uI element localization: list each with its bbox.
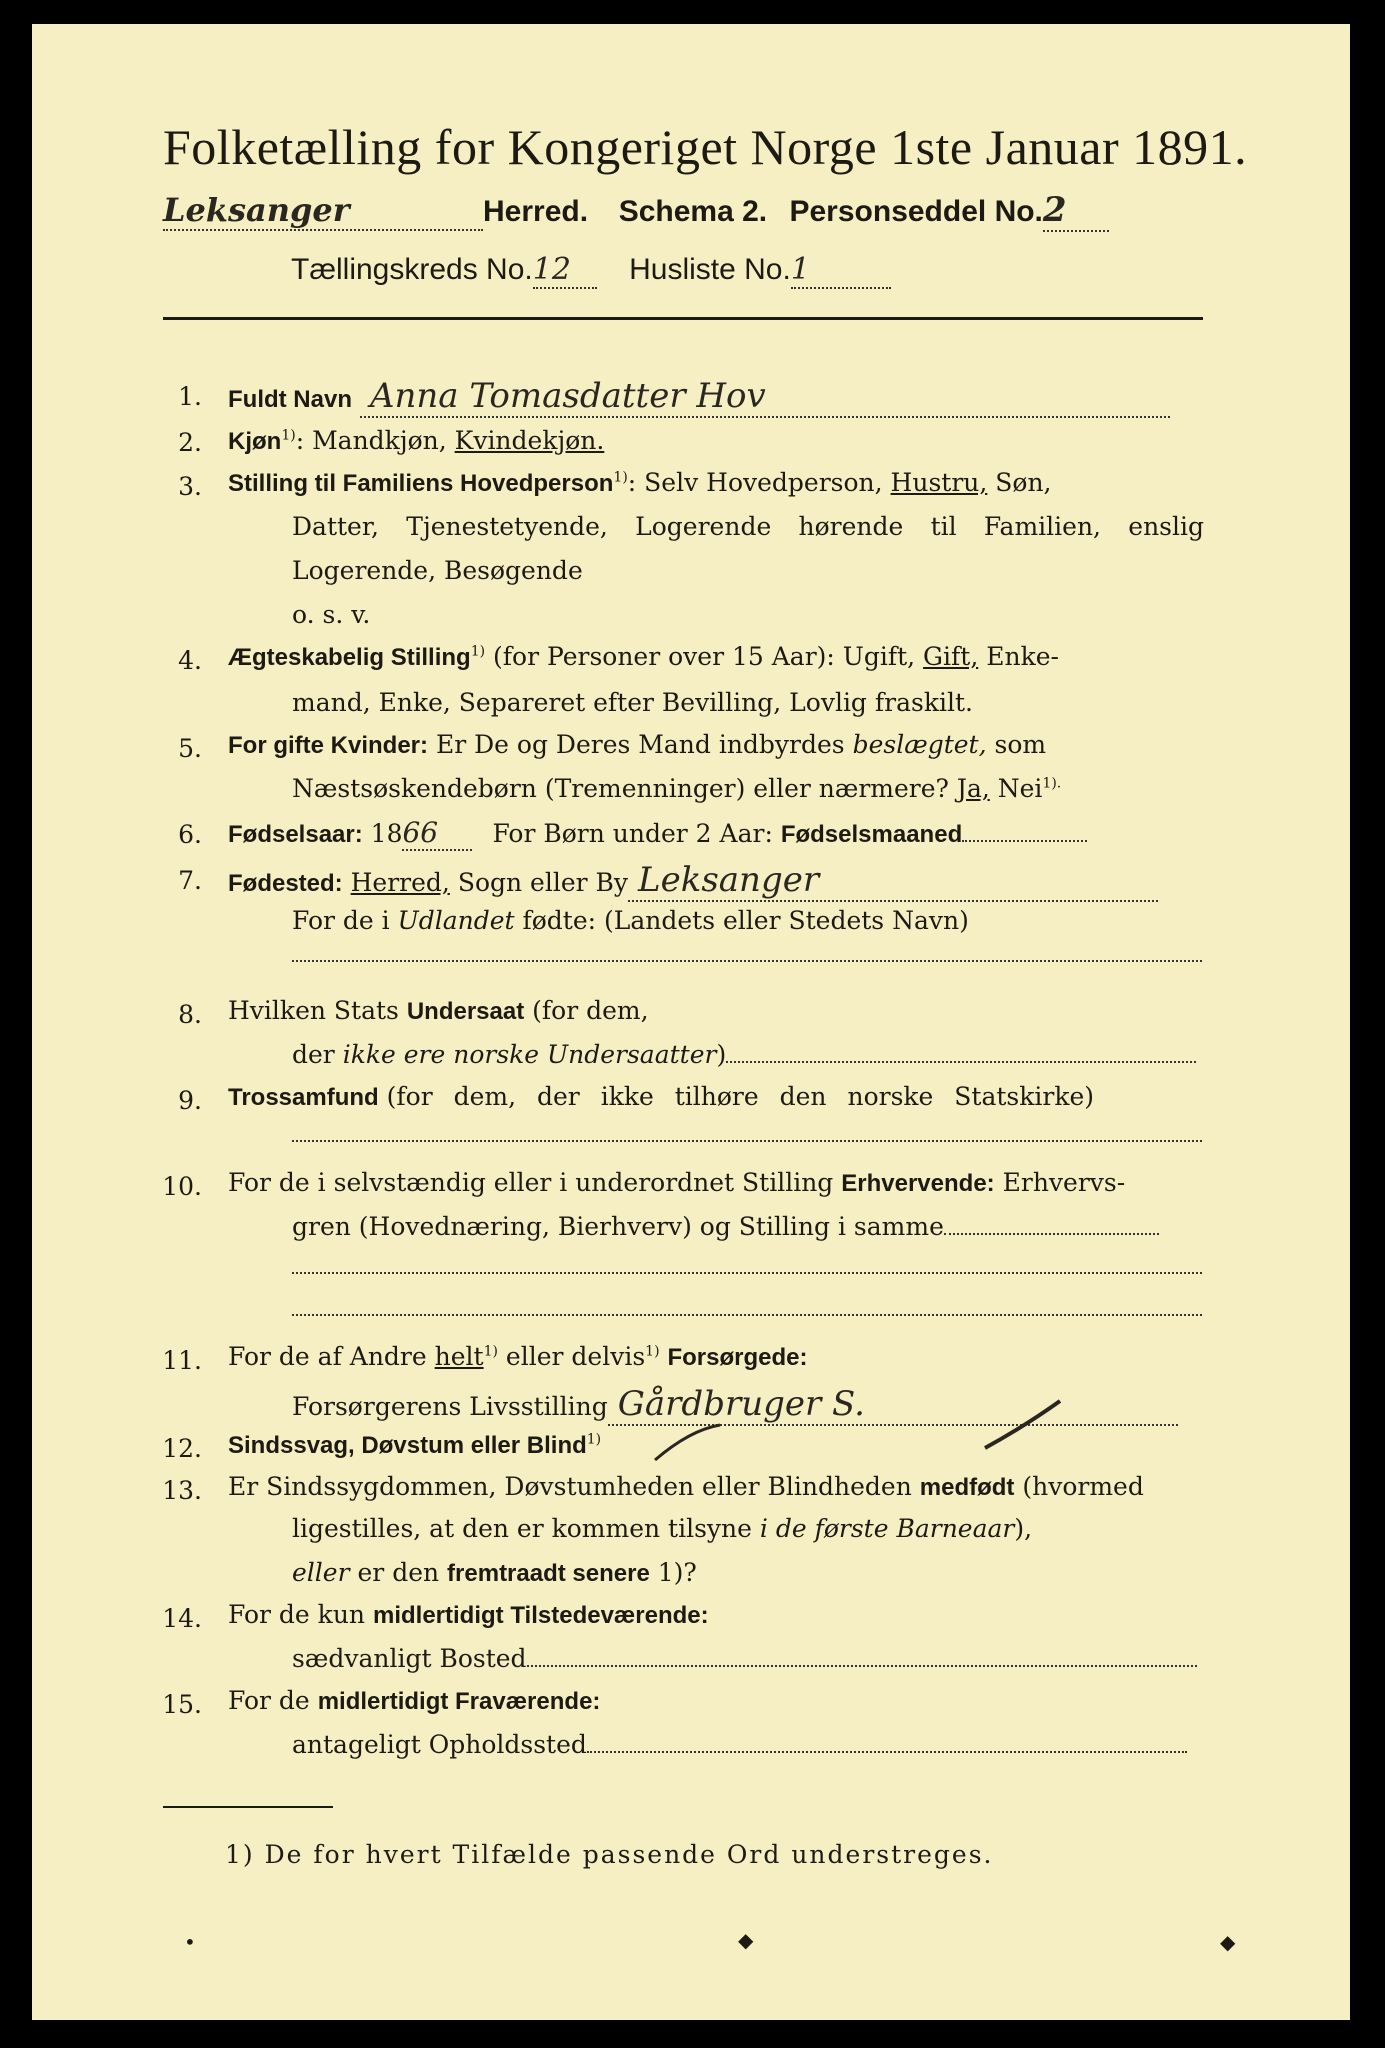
footnote: 1) De for hvert Tilfælde passende Ord understreges. (225, 1840, 994, 1869)
q6-label: Fødselsaar: (228, 821, 363, 848)
husliste-label: Husliste No. (629, 253, 791, 286)
q5-text1: Er De og Deres Mand indbyrdes (435, 730, 845, 759)
personseddel-label: Personseddel No. (789, 195, 1043, 228)
q13-line2b: ), (1014, 1514, 1033, 1543)
q11-value: Gårdbruger S. (608, 1384, 1178, 1426)
q11-sup2: 1) (645, 1343, 660, 1360)
q5-text2: som (994, 730, 1047, 759)
q8-text2: (for dem, (532, 996, 649, 1025)
q6-prefix: 18 (370, 819, 403, 848)
q2-label: Kjøn (228, 428, 282, 455)
q3-label: Stilling til Familiens Hovedperson (228, 470, 614, 497)
q15-text: For de (228, 1686, 310, 1715)
q8-bold: Undersaat (406, 998, 525, 1025)
q15-bold: midlertidigt Fraværende: (317, 1688, 601, 1715)
q7-label: Fødested: (228, 870, 343, 897)
q4-text1: (for Personer over 15 Aar): Ugift, (493, 642, 916, 671)
q10-text2: Erhvervs- (1002, 1168, 1126, 1197)
q13-row (228, 1472, 1144, 1502)
q5-label: For gifte Kvinder: (228, 732, 429, 759)
q3-line3: Logerende, Besøgende (292, 556, 583, 585)
q4-line2: mand, Enke, Separeret efter Bevilling, Lovlig fraskilt. (292, 688, 973, 717)
q14-text: For de kun (228, 1600, 366, 1629)
q14-bold: midlertidigt Tilstedeværende: (372, 1602, 709, 1629)
q1-value: Anna Tomasdatter Hov (360, 376, 1170, 418)
q11-underlined: helt (434, 1342, 484, 1371)
q12-row (228, 1430, 601, 1460)
q6-value: 66 (402, 816, 472, 851)
q8-line2 (292, 1040, 1196, 1069)
print-mark-right: ◆ (1220, 1930, 1236, 1954)
q11-sup: 1) (483, 1343, 498, 1360)
header-rule (163, 317, 1203, 320)
q13-line3a: er den (357, 1558, 440, 1587)
q12-label: Sindssvag, Døvstum eller Blind (228, 1432, 587, 1459)
q11-line2: Forsørgerens Livsstilling (292, 1392, 608, 1421)
q3-row (228, 468, 1052, 498)
q13-text1: Er Sindssygdommen, Døvstumheden eller Blindheden (228, 1472, 912, 1501)
q7-row (228, 860, 1158, 902)
q4-underlined: Gift, (923, 642, 979, 671)
q13-number: 13. (162, 1476, 202, 1505)
q6-text: For Børn under 2 Aar: (492, 819, 773, 848)
q14-dots (527, 1647, 1197, 1667)
footnote-rule (163, 1806, 333, 1808)
q6-number: 6. (178, 820, 202, 849)
q10-line2-row (292, 1212, 1159, 1241)
q13-line3b: 1)? (657, 1558, 697, 1587)
q10-row (228, 1168, 1125, 1198)
q5-underlined: Ja, (956, 774, 990, 803)
herred-value: Leksanger (163, 191, 483, 231)
q10-bold: Erhvervende: (841, 1170, 995, 1197)
q8-line2i: ikke ere norske Undersaatter (342, 1040, 717, 1069)
q5-italic: beslægtet, (852, 730, 987, 759)
q15-dots (587, 1733, 1187, 1753)
q11-bold: Forsørgede: (667, 1344, 808, 1371)
q10-blank-line-2 (292, 1314, 1202, 1316)
q5-line2-row (292, 774, 1061, 803)
q7-line2 (292, 906, 969, 935)
q4-number: 4. (178, 646, 202, 675)
q13-line3 (292, 1558, 697, 1588)
form-title: Folketælling for Kongeriget Norge 1ste Januar 1891. (163, 119, 1248, 175)
q11-text2: eller delvis (505, 1342, 646, 1371)
q12-number: 12. (162, 1434, 202, 1463)
q11-number: 11. (162, 1346, 202, 1375)
q4-text2: Enke- (986, 642, 1059, 671)
q8-dots (726, 1043, 1196, 1063)
q1-number: 1. (178, 382, 202, 411)
q7-line2b: fødte: (Landets eller Stedets Navn) (522, 906, 969, 935)
q3-text1: : Selv Hovedperson, (627, 468, 883, 497)
q9-row (228, 1082, 1204, 1112)
q7-line2i: Udlandet (397, 906, 515, 935)
q8-line2a: der (292, 1040, 335, 1069)
print-mark-center: ◆ (738, 1928, 754, 1952)
q2-underlined: Kvindekjøn. (454, 426, 605, 455)
print-mark-left: • (184, 1930, 196, 1954)
q3-underlined: Hustru, (890, 468, 988, 497)
q6-label2: Fødselsmaaned (780, 821, 963, 848)
taellingskreds-label: Tællingskreds No. (291, 253, 533, 286)
q15-line2: antageligt Opholdssted (292, 1730, 587, 1759)
q15-number: 15. (162, 1690, 202, 1719)
q2-sup: 1) (281, 427, 296, 444)
q7-text: Sogn eller By (457, 868, 629, 897)
q2-row (228, 426, 604, 456)
q1-label: Fuldt Navn (228, 386, 352, 413)
q13-line3i: eller (292, 1558, 350, 1587)
q11-handwritten-stroke (980, 1396, 1070, 1456)
q7-value: Leksanger (628, 860, 1158, 902)
q7-underlined: Herred, (350, 868, 450, 897)
q9-text: (for dem, der ikke tilhøre den norske Statskirke) (386, 1082, 1095, 1111)
q13-line2a: ligestilles, at den er kommen tilsyne (292, 1514, 752, 1543)
q15-row (228, 1686, 600, 1716)
q5-sup: 1). (1042, 775, 1062, 792)
q11-row (228, 1342, 808, 1372)
q9-blank-line (292, 1140, 1202, 1142)
q2-number: 2. (178, 428, 202, 457)
q13-text2: (hvormed (1022, 1472, 1144, 1501)
q14-line2: sædvanligt Bosted (292, 1644, 527, 1673)
q10-dots (944, 1215, 1159, 1235)
q4-label: Ægteskabelig Stilling (228, 644, 471, 671)
q15-line2-row (292, 1730, 1187, 1759)
q12-sup: 1) (586, 1431, 602, 1448)
q3-line4: o. s. v. (292, 600, 371, 629)
herred-label: Herred. (483, 195, 589, 228)
q13-line2 (292, 1514, 1032, 1543)
q3-line2: Datter, Tjenestetyende, Logerende hørende til Familien, enslig (292, 512, 1204, 541)
q13-line2i: i de første Barneaar (759, 1514, 1015, 1543)
q10-line2: gren (Hovednæring, Bierhverv) og Stilling i samme (292, 1212, 944, 1241)
q7-line2a: For de i (292, 906, 390, 935)
q5-row (228, 730, 1046, 760)
q11-text1: For de af Andre (228, 1342, 427, 1371)
q14-line2-row (292, 1644, 1197, 1673)
taellingskreds-value: 12 (533, 252, 597, 289)
herred-row (163, 190, 1109, 232)
q14-number: 14. (162, 1604, 202, 1633)
personseddel-value: 2 (1043, 190, 1109, 232)
q10-text1: For de i selvstændig eller i underordnet Stilling (228, 1168, 834, 1197)
q5-text3: Nei (997, 774, 1043, 803)
q10-number: 10. (162, 1172, 202, 1201)
q4-row (228, 642, 1059, 672)
q12-handwritten-dash (650, 1420, 730, 1470)
q5-number: 5. (178, 734, 202, 763)
q6-row (228, 816, 1087, 851)
q8-text1: Hvilken Stats (228, 996, 399, 1025)
schema-label: Schema 2. (618, 195, 768, 228)
q3-sup: 1) (613, 469, 628, 486)
taellingskreds-row (291, 252, 891, 289)
q8-row (228, 996, 649, 1026)
q8-line2b: ) (716, 1040, 727, 1069)
q4-sup: 1) (470, 643, 486, 660)
q6-dots (962, 822, 1087, 842)
q8-number: 8. (178, 1000, 202, 1029)
q13-bold: medfødt (919, 1474, 1015, 1501)
husliste-value: 1 (791, 252, 891, 289)
q2-text: : Mandkjøn, (295, 426, 447, 455)
q9-label: Trossamfund (228, 1084, 379, 1111)
q5-line2: Næstsøskendebørn (Tremenninger) eller nærmere? (292, 774, 949, 803)
q3-text2: Søn, (995, 468, 1052, 497)
q14-row (228, 1600, 709, 1630)
q3-number: 3. (178, 472, 202, 501)
q10-blank-line-1 (292, 1272, 1202, 1274)
q9-number: 9. (178, 1086, 202, 1115)
q13-line3bold: fremtraadt senere (447, 1560, 650, 1587)
q7-blank-line (292, 960, 1202, 962)
q1-row (228, 376, 1170, 418)
q7-number: 7. (178, 866, 202, 895)
